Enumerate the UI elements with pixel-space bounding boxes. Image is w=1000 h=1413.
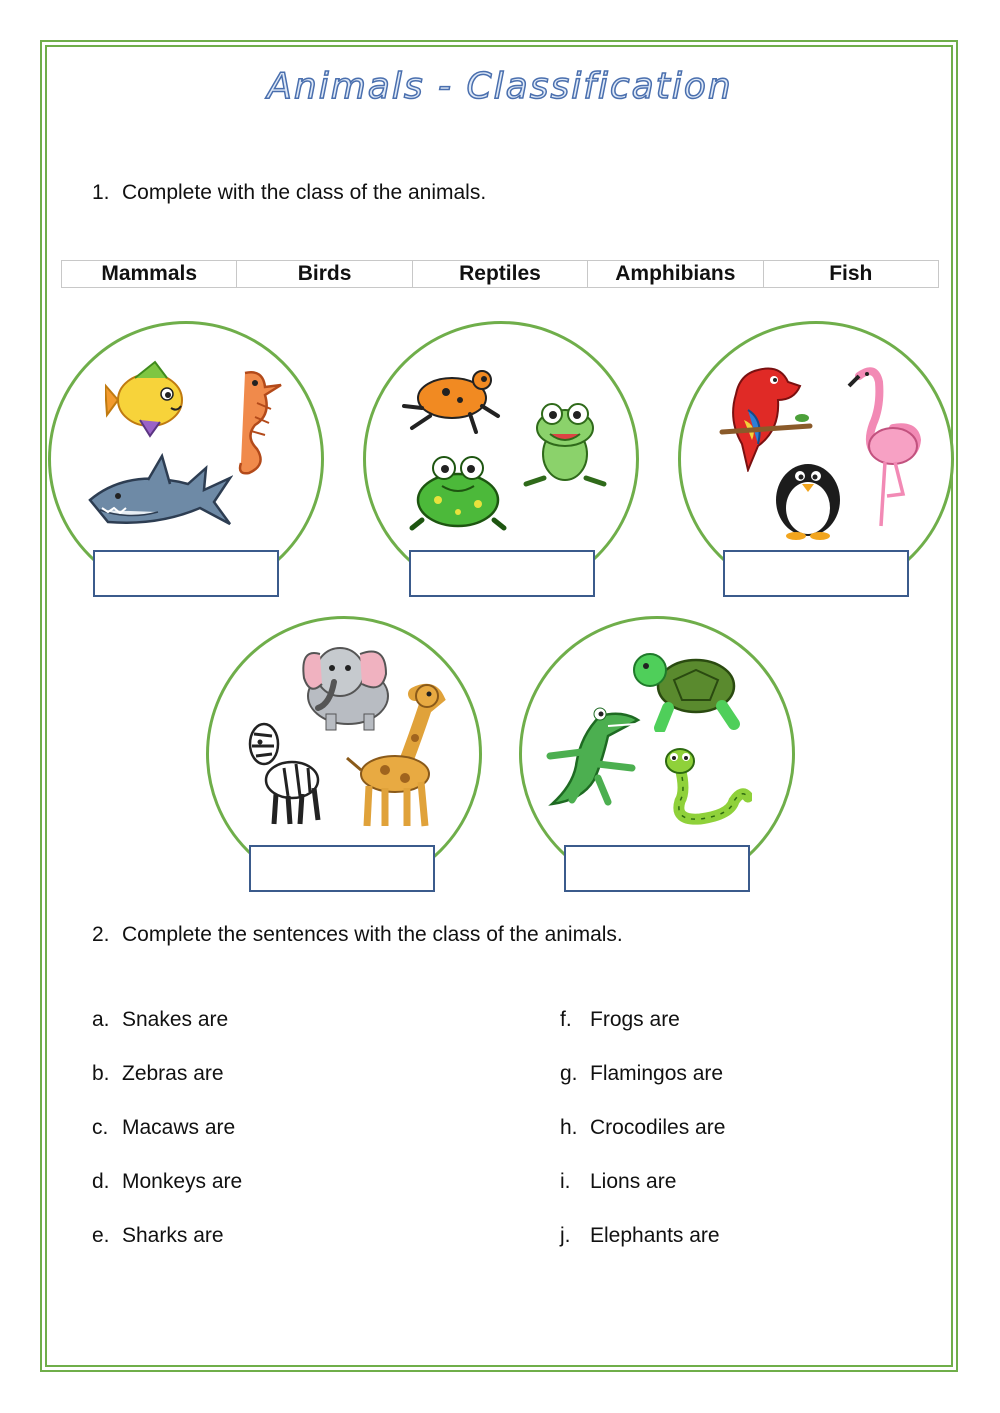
exercise-2-number: 2. — [92, 923, 110, 946]
sentence-text: Macaws are — [122, 1116, 236, 1139]
answer-box[interactable] — [409, 550, 595, 597]
page-border-inner — [45, 45, 953, 1367]
sentence-text: Snakes are — [122, 1008, 229, 1031]
sentence-item — [92, 1008, 228, 1032]
sentence-letter: j. — [560, 1224, 571, 1247]
exercise-2-text: Complete the sentences with the class of the animals. — [122, 923, 623, 946]
sentence-letter: d. — [92, 1170, 110, 1193]
fish-icon — [105, 360, 190, 438]
sentence-item — [560, 1224, 720, 1248]
answer-box[interactable] — [249, 845, 435, 892]
sentence-item — [92, 1116, 235, 1140]
sentence-item — [92, 1224, 224, 1248]
crocodile-icon — [542, 696, 642, 810]
sentence-item — [560, 1008, 680, 1032]
flamingo-icon — [845, 362, 923, 530]
sentence-letter: f. — [560, 1008, 572, 1031]
sentence-item — [92, 1170, 242, 1194]
sentence-text: Zebras are — [122, 1062, 224, 1085]
class-reptiles: Reptiles — [412, 261, 587, 288]
sentence-text: Lions are — [590, 1170, 677, 1193]
answer-box[interactable] — [93, 550, 279, 597]
sentence-text: Elephants are — [590, 1224, 720, 1247]
penguin-icon — [770, 450, 846, 540]
sentence-text: Sharks are — [122, 1224, 224, 1247]
sentence-item — [92, 1062, 224, 1086]
exercise-1-number: 1. — [92, 181, 110, 204]
turtle-icon — [630, 650, 742, 732]
zebra-icon — [244, 720, 326, 830]
exercise-1-instruction — [92, 181, 486, 205]
frog-icon — [400, 362, 502, 434]
sentence-letter: i. — [560, 1170, 571, 1193]
sentence-letter: b. — [92, 1062, 110, 1085]
sentence-item — [560, 1116, 725, 1140]
exercise-1-text: Complete with the class of the animals. — [122, 181, 487, 204]
class-birds: Birds — [237, 261, 412, 288]
sentence-text: Crocodiles are — [590, 1116, 726, 1139]
giraffe-icon — [345, 678, 450, 830]
sentence-letter: a. — [92, 1008, 110, 1031]
class-word-bank — [61, 260, 939, 288]
class-fish: Fish — [763, 261, 938, 288]
frog-icon — [520, 398, 610, 490]
sentence-item — [560, 1170, 676, 1194]
sentence-text: Frogs are — [590, 1008, 680, 1031]
sentence-letter: c. — [92, 1116, 109, 1139]
sentence-item — [560, 1062, 723, 1086]
sentence-text: Flamingos are — [590, 1062, 724, 1085]
frog-icon — [408, 450, 508, 532]
answer-box[interactable] — [723, 550, 909, 597]
sentence-letter: g. — [560, 1062, 578, 1085]
sentence-letter: h. — [560, 1116, 578, 1139]
class-mammals: Mammals — [62, 261, 237, 288]
sentence-letter: e. — [92, 1224, 110, 1247]
snake-icon — [660, 745, 752, 827]
sentence-text: Monkeys are — [122, 1170, 243, 1193]
worksheet-title: Animals - Classification — [267, 66, 733, 107]
answer-box[interactable] — [564, 845, 750, 892]
exercise-2-instruction — [92, 923, 623, 947]
class-amphibians: Amphibians — [588, 261, 763, 288]
shark-icon — [88, 450, 233, 535]
